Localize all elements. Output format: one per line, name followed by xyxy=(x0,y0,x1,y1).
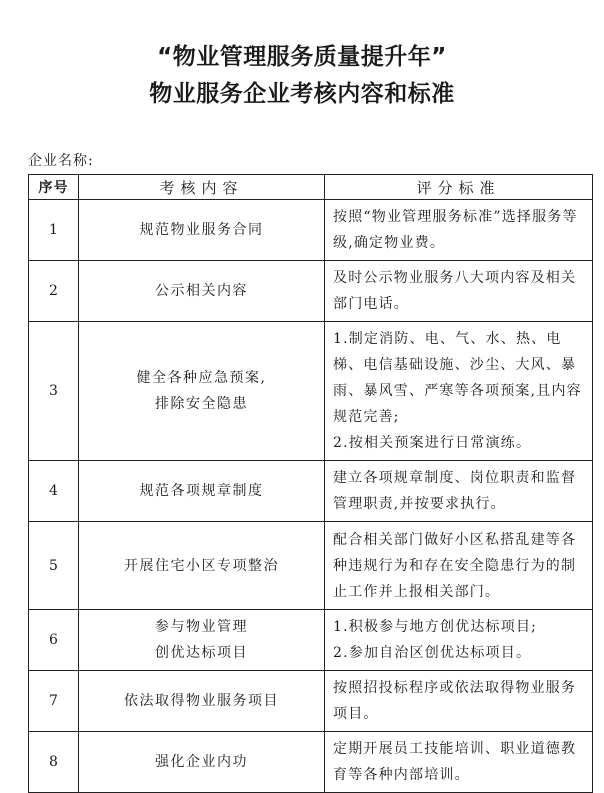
row-seq: 2 xyxy=(29,261,79,322)
row-standard-line: 定期开展员工技能培训、职业道德教育等各种内部培训。 xyxy=(333,741,577,783)
row-seq: 4 xyxy=(29,461,79,522)
assessment-table xyxy=(28,174,593,793)
row-standard-line: 及时公示物业服务八大项内容及相关部门电话。 xyxy=(333,270,577,312)
table-row xyxy=(29,261,593,322)
row-content-line: 开展住宅小区专项整治 xyxy=(124,557,279,574)
document-title-line2: 物业服务企业考核内容和标准 xyxy=(149,81,455,107)
row-content xyxy=(79,522,325,610)
row-seq: 7 xyxy=(29,671,79,732)
table-row xyxy=(29,732,593,793)
row-standard-line: 按照“物业管理服务标准”选择服务等级,确定物业费。 xyxy=(333,209,578,251)
header-content: 考核内容 xyxy=(79,175,325,200)
row-seq: 3 xyxy=(29,322,79,461)
header-seq: 序号 xyxy=(29,175,79,200)
table-row xyxy=(29,322,593,461)
row-content-line: 参与物业管理 xyxy=(155,619,248,635)
row-standard-line: 2.按相关预案进行日常演练。 xyxy=(333,435,532,451)
row-standard xyxy=(325,461,593,522)
row-seq: 6 xyxy=(29,610,79,671)
table-row xyxy=(29,200,593,261)
row-content-line: 强化企业内功 xyxy=(155,754,248,770)
row-standard xyxy=(325,200,593,261)
table-body xyxy=(29,200,593,793)
table-row xyxy=(29,522,593,610)
row-standard-line: 1.制定消防、电、气、水、热、电梯、电信基础设施、沙尘、大风、暴雨、暴风雪、严寒等各项预案,且内容规范完善; xyxy=(333,331,582,425)
row-standard xyxy=(325,322,593,461)
row-content-line: 规范物业服务合同 xyxy=(139,222,264,238)
row-content-line: 排除安全隐患 xyxy=(155,396,248,412)
row-standard-line: 按照招投标程序或依法取得物业服务项目。 xyxy=(333,680,577,722)
row-standard xyxy=(325,610,593,671)
row-content xyxy=(79,732,325,793)
row-content xyxy=(79,261,325,322)
row-content-line: 公示相关内容 xyxy=(155,283,248,299)
row-standard xyxy=(325,732,593,793)
row-seq: 1 xyxy=(29,200,79,261)
row-content xyxy=(79,461,325,522)
company-name-label: 企业名称: xyxy=(28,153,94,169)
row-standard-line: 2.参加自治区创优达标项目。 xyxy=(333,645,532,661)
table-row xyxy=(29,610,593,671)
row-standard-line: 配合相关部门做好小区私搭乱建等各种违规行为和存在安全隐患行为的制止工作并上报相关部门。 xyxy=(333,531,577,600)
row-standard-line: 1.积极参与地方创优达标项目; xyxy=(333,619,538,635)
row-content xyxy=(79,200,325,261)
row-content xyxy=(79,610,325,671)
row-standard xyxy=(325,522,593,610)
header-standard: 评分标准 xyxy=(325,175,593,200)
row-content-line: 创优达标项目 xyxy=(155,645,248,661)
row-standard xyxy=(325,261,593,322)
row-content-line: 依法取得物业服务项目 xyxy=(124,693,279,709)
row-seq: 8 xyxy=(29,732,79,793)
row-standard-line: 建立各项规章制度、岗位职责和监督管理职责,并按要求执行。 xyxy=(333,470,577,512)
document-title-line1: “物业管理服务质量提升年” xyxy=(157,44,447,70)
row-seq: 5 xyxy=(29,522,79,610)
table-row xyxy=(29,671,593,732)
table-header-row xyxy=(29,175,593,200)
row-standard xyxy=(325,671,593,732)
row-content-line: 健全各种应急预案, xyxy=(136,370,267,386)
table-row xyxy=(29,461,593,522)
row-content xyxy=(79,671,325,732)
row-content xyxy=(79,322,325,461)
row-content-line: 规范各项规章制度 xyxy=(139,483,264,499)
